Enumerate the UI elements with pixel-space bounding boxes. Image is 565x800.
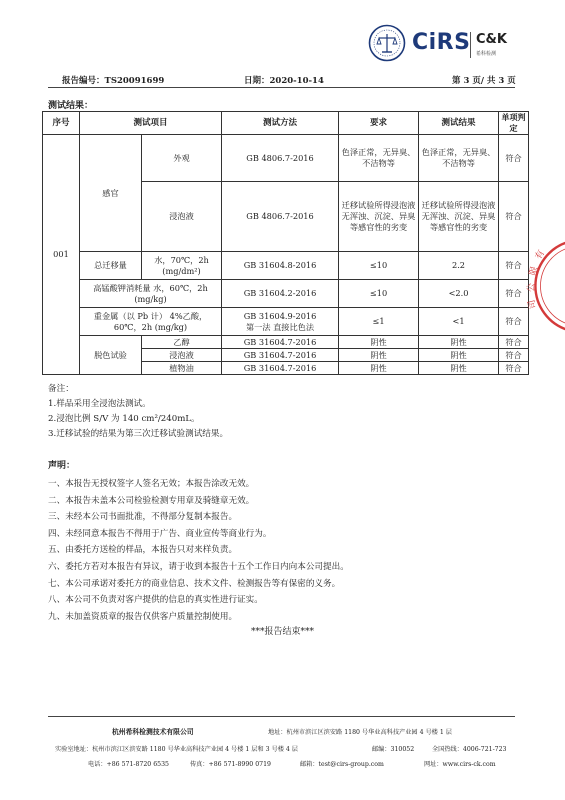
overall-migration-condition: 水，70℃，2h (mg/dm²) bbox=[142, 252, 222, 280]
decolor-label: 脱色试验 bbox=[80, 336, 142, 375]
soak-result: 迁移试验所得浸泡液无浑浊、沉淀、异臭等感官性的劣变 bbox=[419, 182, 499, 252]
partner-subtitle: 希科检测 bbox=[476, 51, 497, 57]
seq-number: 001 bbox=[43, 135, 80, 375]
note-item: 3.迁移试验的结果为第三次迁移试验测试结果。 bbox=[48, 429, 229, 439]
results-table bbox=[42, 111, 529, 375]
decolor-ethanol-result: 阴性 bbox=[419, 336, 499, 349]
table-row bbox=[43, 336, 529, 349]
decolor-ethanol-verdict: 符合 bbox=[499, 336, 529, 349]
footer-postcode: 邮编：310052 bbox=[372, 746, 415, 753]
decolor-soak-label: 浸泡液 bbox=[142, 349, 222, 362]
kmno4-requirement: ≤10 bbox=[339, 280, 419, 308]
footer-email[interactable] bbox=[300, 759, 384, 768]
heavy-metal-verdict: 符合 bbox=[499, 308, 529, 336]
heavy-metal-requirement: ≤1 bbox=[339, 308, 419, 336]
footer-tel: 电话：+86 571-8720 6535 bbox=[88, 761, 169, 768]
svg-text:公: 公 bbox=[527, 282, 537, 292]
appearance-requirement: 色泽正常，无异臭、不洁物等 bbox=[339, 135, 419, 182]
overall-migration-result: 2.2 bbox=[419, 252, 499, 280]
decolor-oil-method: GB 31604.7-2016 bbox=[222, 362, 339, 375]
decolor-soak-method: GB 31604.7-2016 bbox=[222, 349, 339, 362]
overall-migration-verdict: 符合 bbox=[499, 252, 529, 280]
appearance-label: 外观 bbox=[142, 135, 222, 182]
declaration-item: 五、由委托方送检的样品，本报告只对来样负责。 bbox=[48, 545, 238, 556]
declaration-title: 声明： bbox=[48, 461, 76, 471]
decolor-soak-verdict: 符合 bbox=[499, 349, 529, 362]
footer-address: 地址：杭州市滨江区滨安路 1180 号华业高科技产业园 4 号楼 1 层 bbox=[268, 729, 452, 736]
overall-migration-label: 总迁移量 bbox=[80, 252, 142, 280]
kmno4-result: <2.0 bbox=[419, 280, 499, 308]
appearance-verdict: 符合 bbox=[499, 135, 529, 182]
declaration-item: 三、未经本公司书面批准，不得部分复制本报告。 bbox=[48, 512, 238, 523]
footer-fax: 传真：+86 571-8990 0719 bbox=[190, 761, 271, 768]
footer-company: 杭州希科检测技术有限公司 bbox=[112, 728, 194, 736]
declaration-item: 二、本报告未盖本公司检验检测专用章及骑缝章无效。 bbox=[48, 495, 255, 506]
table-row bbox=[43, 280, 529, 308]
decolor-ethanol-method: GB 31604.7-2016 bbox=[222, 336, 339, 349]
sensory-label: 感官 bbox=[80, 135, 142, 252]
declaration-item: 七、本公司承诺对委托方的商业信息、技术文件、检测报告等有保密的义务。 bbox=[48, 578, 341, 589]
decolor-ethanol-label: 乙醇 bbox=[142, 336, 222, 349]
page-indicator: 第 3 页/ 共 3 页 bbox=[452, 76, 516, 86]
overall-migration-method: GB 31604.8-2016 bbox=[222, 252, 339, 280]
appearance-result: 色泽正常，无异臭、不洁物等 bbox=[419, 135, 499, 182]
scales-emblem-icon bbox=[368, 24, 406, 62]
soak-label: 浸泡液 bbox=[142, 182, 222, 252]
heavy-metal-method bbox=[222, 308, 339, 336]
decolor-oil-verdict: 符合 bbox=[499, 362, 529, 375]
appearance-method: GB 4806.7-2016 bbox=[222, 135, 339, 182]
declaration-item: 六、委托方若对本报告有异议，请于收到本报告十五个工作日内向本公司提出。 bbox=[48, 561, 349, 572]
kmno4-label: 高锰酸钾消耗量 水，60℃，2h (mg/kg) bbox=[80, 280, 222, 308]
section-title: 测试结果： bbox=[48, 101, 94, 111]
footer-email-text: 邮箱：test@cirs-group.com bbox=[300, 761, 384, 768]
overall-migration-requirement: ≤10 bbox=[339, 252, 419, 280]
declaration-item: 八、本公司不负责对客户提供的信息的真实性进行证实。 bbox=[48, 595, 263, 606]
partner-name: C&K bbox=[476, 32, 507, 47]
table-row bbox=[43, 252, 529, 280]
decolor-soak-result: 阴性 bbox=[419, 349, 499, 362]
col-header-method: 测试方法 bbox=[222, 112, 339, 135]
company-logo bbox=[368, 24, 518, 64]
report-end-marker: ***报告结束*** bbox=[250, 627, 314, 637]
table-header-row bbox=[43, 112, 529, 135]
col-header-item: 测试项目 bbox=[80, 112, 222, 135]
kmno4-verdict: 符合 bbox=[499, 280, 529, 308]
table-row bbox=[43, 308, 529, 336]
svg-text:有: 有 bbox=[533, 248, 548, 262]
brand-name: CiRS bbox=[412, 30, 471, 55]
svg-text:司: 司 bbox=[526, 298, 539, 310]
heavy-metal-label: 重金属（以 Pb 计） 4%乙酸，60℃，2h (mg/kg) bbox=[80, 308, 222, 336]
svg-text:限: 限 bbox=[528, 265, 541, 277]
declaration-item: 一、本报告无授权签字人签名无效；本报告涂改无效。 bbox=[48, 479, 255, 489]
col-header-requirement: 要求 bbox=[339, 112, 419, 135]
col-header-result: 测试结果 bbox=[419, 112, 499, 135]
note-item: 2.浸泡比例 S/V 为 140 cm²/240mL。 bbox=[48, 414, 200, 424]
declaration-list bbox=[48, 476, 349, 625]
heavy-metal-result: <1 bbox=[419, 308, 499, 336]
soak-method: GB 4806.7-2016 bbox=[222, 182, 339, 252]
report-number: 报告编号：TS20091699 bbox=[62, 76, 165, 86]
table-row bbox=[43, 135, 529, 182]
footer-lab-address: 实验室地址：杭州市滨江区滨安路 1180 号华业高科技产业园 4 号楼 1 层和 3 号楼 4 层 bbox=[55, 746, 298, 753]
kmno4-method: GB 31604.2-2016 bbox=[222, 280, 339, 308]
notes-section bbox=[48, 382, 228, 442]
declaration-item: 九、未加盖资质章的报告仅供客户质量控制使用。 bbox=[48, 611, 238, 622]
header-divider bbox=[48, 87, 515, 88]
notes-title: 备注： bbox=[48, 384, 74, 394]
soak-requirement: 迁移试验所得浸泡液无浑浊、沉淀、异臭等感官性的劣变 bbox=[339, 182, 419, 252]
report-date: 日期：2020-10-14 bbox=[244, 76, 324, 86]
decolor-oil-label: 植物油 bbox=[142, 362, 222, 375]
decolor-soak-requirement: 阴性 bbox=[339, 349, 419, 362]
footer-website-text: 网址：www.cirs-ck.com bbox=[424, 761, 496, 768]
red-seal-stamp-icon bbox=[526, 238, 565, 334]
logo-divider bbox=[470, 32, 471, 58]
decolor-oil-result: 阴性 bbox=[419, 362, 499, 375]
col-header-seq: 序号 bbox=[43, 112, 80, 135]
decolor-ethanol-requirement: 阴性 bbox=[339, 336, 419, 349]
footer-website[interactable] bbox=[424, 759, 496, 768]
heavy-metal-method-standard: GB 31604.9-2016 bbox=[243, 310, 317, 321]
declaration-item: 四、未经同意本报告不得用于广告、商业宣传等商业行为。 bbox=[48, 528, 272, 539]
col-header-verdict: 单项判定 bbox=[499, 112, 529, 135]
footer-divider bbox=[48, 716, 515, 717]
footer-hotline: 全国热线：4006-721-723 bbox=[432, 746, 507, 753]
soak-verdict: 符合 bbox=[499, 182, 529, 252]
heavy-metal-method-detail: 第一法 直接比色法 bbox=[245, 321, 315, 332]
note-item: 1.样品采用全浸泡法测试。 bbox=[48, 399, 151, 409]
decolor-oil-requirement: 阴性 bbox=[339, 362, 419, 375]
